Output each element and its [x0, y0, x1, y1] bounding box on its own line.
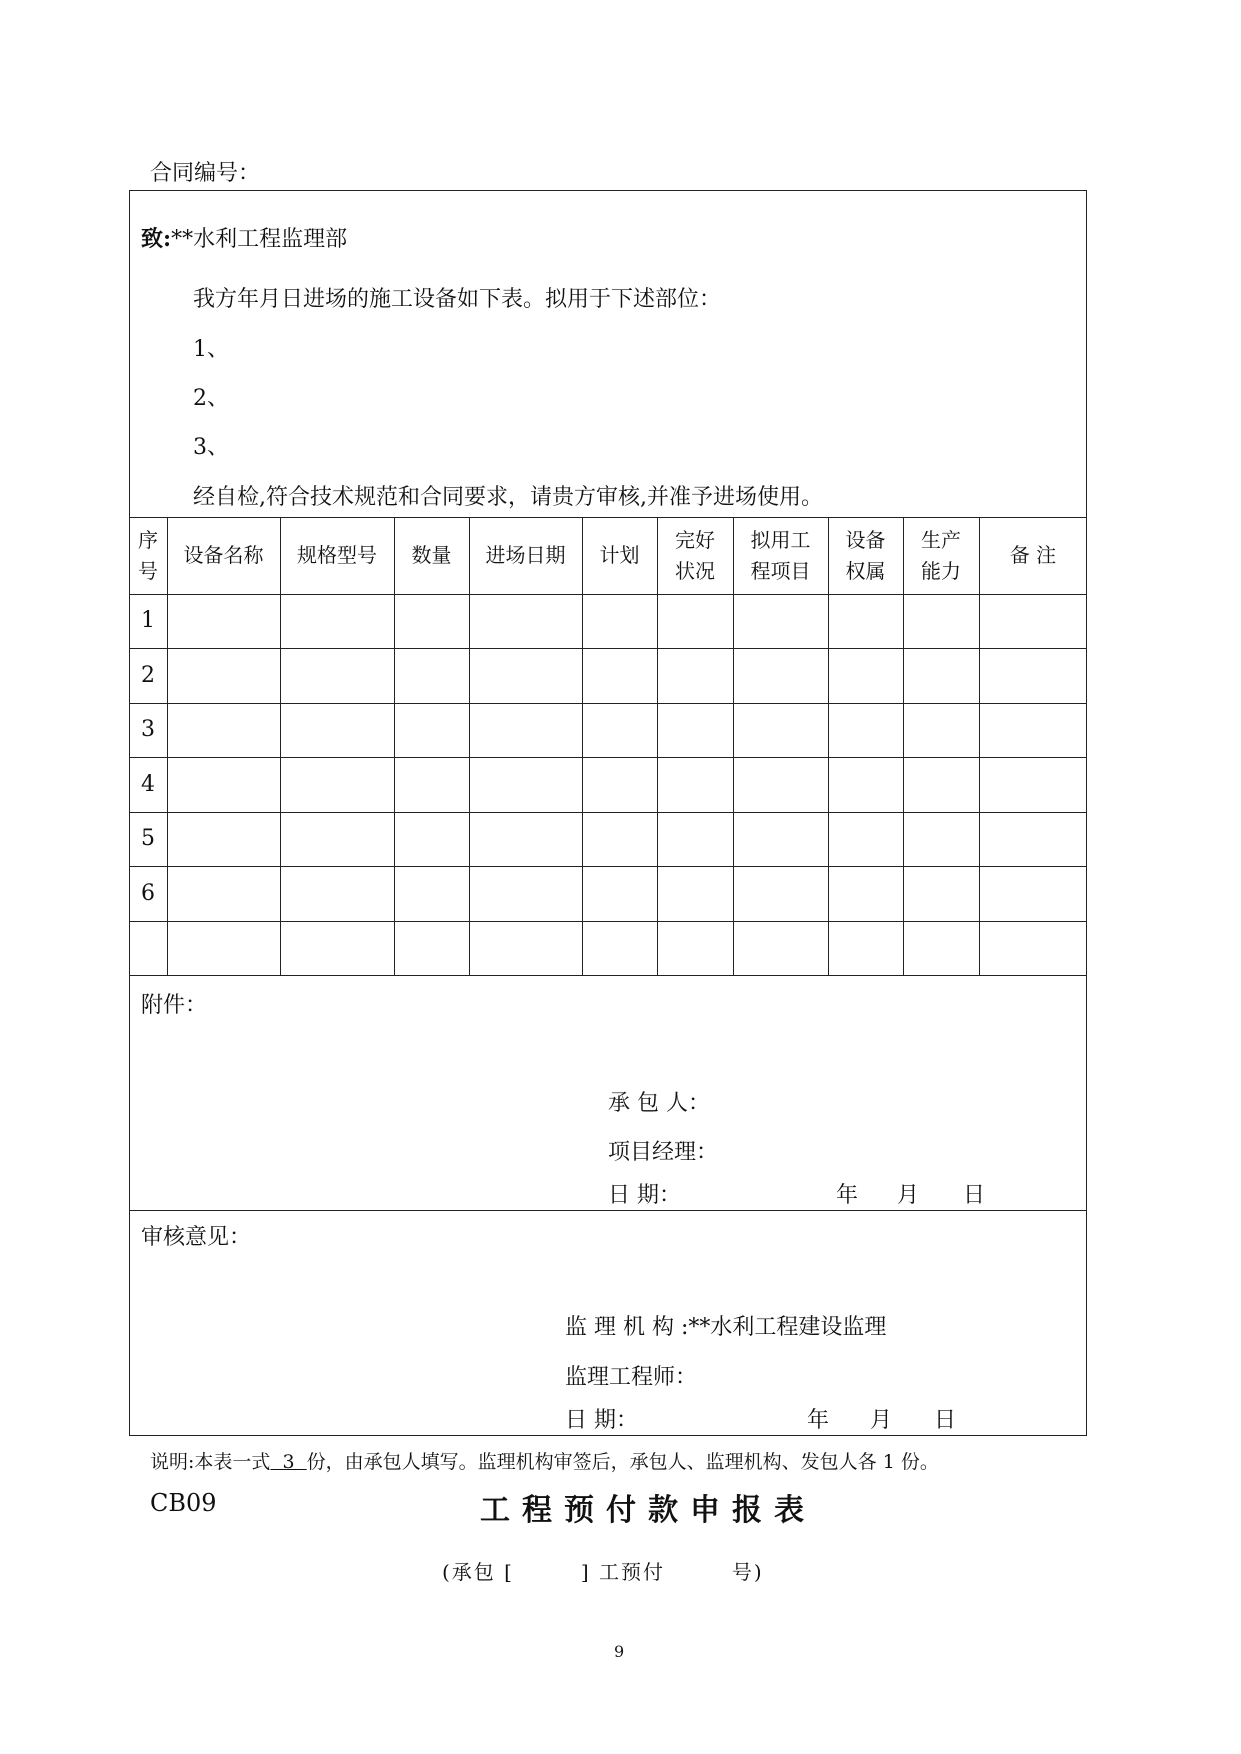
header-project-line1: 拟用工 — [750, 527, 811, 552]
header-project-line2: 程项目 — [750, 558, 811, 583]
item-1: 1、 — [193, 337, 229, 362]
row-line — [129, 866, 1087, 867]
contractor-label: 承 包 人： — [608, 1091, 710, 1116]
header-spec-model: 规格型号 — [297, 543, 377, 567]
header-project — [733, 517, 828, 594]
table-bottom-line — [129, 975, 1087, 976]
row-line — [129, 648, 1087, 649]
contract-number-label: 合同编号： — [150, 161, 261, 186]
header-seq — [129, 517, 167, 594]
supervisor-date-label: 日 期： — [565, 1408, 638, 1433]
item-3: 3、 — [193, 435, 229, 460]
footnote-pre: 说明:本表一式 — [150, 1451, 271, 1473]
form-subtitle: (承包 [ ] 工预付 号) — [442, 1560, 764, 1584]
row-number-4: 4 — [141, 772, 155, 797]
page-number: 9 — [614, 1642, 625, 1661]
row-number-5: 5 — [141, 826, 155, 851]
supervisor-org — [565, 1310, 886, 1341]
header-ownership — [828, 517, 903, 594]
addressee-name: **水利工程监理部 — [171, 227, 348, 252]
header-capacity — [903, 517, 979, 594]
attachment-bottom-line — [129, 1210, 1087, 1211]
contractor-date-day: 日 — [963, 1183, 986, 1208]
row-number-2: 2 — [141, 663, 155, 688]
header-condition-line1: 完好 — [675, 527, 715, 552]
header-entry-date: 进场日期 — [485, 543, 566, 567]
header-remarks: 备 注 — [1009, 543, 1057, 567]
project-manager-label: 项目经理： — [608, 1140, 719, 1165]
form-table-border — [129, 190, 1087, 1436]
row-number-6: 6 — [141, 881, 155, 906]
header-plan: 计划 — [599, 543, 640, 567]
header-seq-line2: 号 — [138, 558, 158, 583]
row-line — [129, 703, 1087, 704]
supervisor-org-value: **水利工程建设监理 — [688, 1315, 887, 1340]
header-condition — [657, 517, 733, 594]
header-capacity-line2: 能力 — [921, 558, 961, 583]
addressee — [141, 222, 347, 253]
footnote-post: 份，由承包人填写。监理机构审签后，承包人、监理机构、发包人各 1 份。 — [306, 1451, 939, 1473]
attachment-label: 附件： — [141, 993, 208, 1018]
header-capacity-line1: 生产 — [921, 527, 961, 552]
header-ownership-line2: 权属 — [845, 558, 886, 583]
supervisor-date-month: 月 — [870, 1408, 893, 1433]
contractor-date-label: 日 期： — [608, 1183, 681, 1208]
header-ownership-line1: 设备 — [845, 527, 886, 552]
row-number-1: 1 — [141, 608, 155, 633]
contractor-date-month: 月 — [897, 1183, 920, 1208]
review-label: 审核意见： — [141, 1225, 252, 1250]
row-number-3: 3 — [141, 717, 155, 742]
header-equipment-name: 设备名称 — [183, 543, 264, 567]
self-check-text: 经自检,符合技术规范和合同要求，请贵方审核,并准予进场使用。 — [193, 485, 823, 510]
item-2: 2、 — [193, 386, 229, 411]
supervisor-org-label: 监 理 机 构 : — [565, 1315, 689, 1340]
row-line — [129, 757, 1087, 758]
contractor-date-year: 年 — [836, 1183, 859, 1208]
supervising-engineer-label: 监理工程师： — [565, 1365, 698, 1390]
row-line — [129, 812, 1087, 813]
form-title: 工程预付款申报表 — [480, 1493, 816, 1528]
header-condition-line2: 状况 — [675, 558, 715, 583]
form-code: CB09 — [150, 1489, 217, 1517]
footnote-copies: 3 — [270, 1451, 307, 1473]
supervisor-date-year: 年 — [807, 1408, 830, 1433]
addressee-prefix: 致: — [141, 226, 172, 252]
header-seq-line1: 序 — [138, 527, 158, 552]
supervisor-date-day: 日 — [934, 1408, 957, 1433]
header-quantity: 数量 — [411, 543, 452, 567]
intro-text: 我方年月日进场的施工设备如下表。拟用于下述部位： — [193, 287, 722, 312]
row-line — [129, 921, 1087, 922]
footnote — [150, 1447, 939, 1474]
header-bottom-line — [129, 594, 1087, 595]
